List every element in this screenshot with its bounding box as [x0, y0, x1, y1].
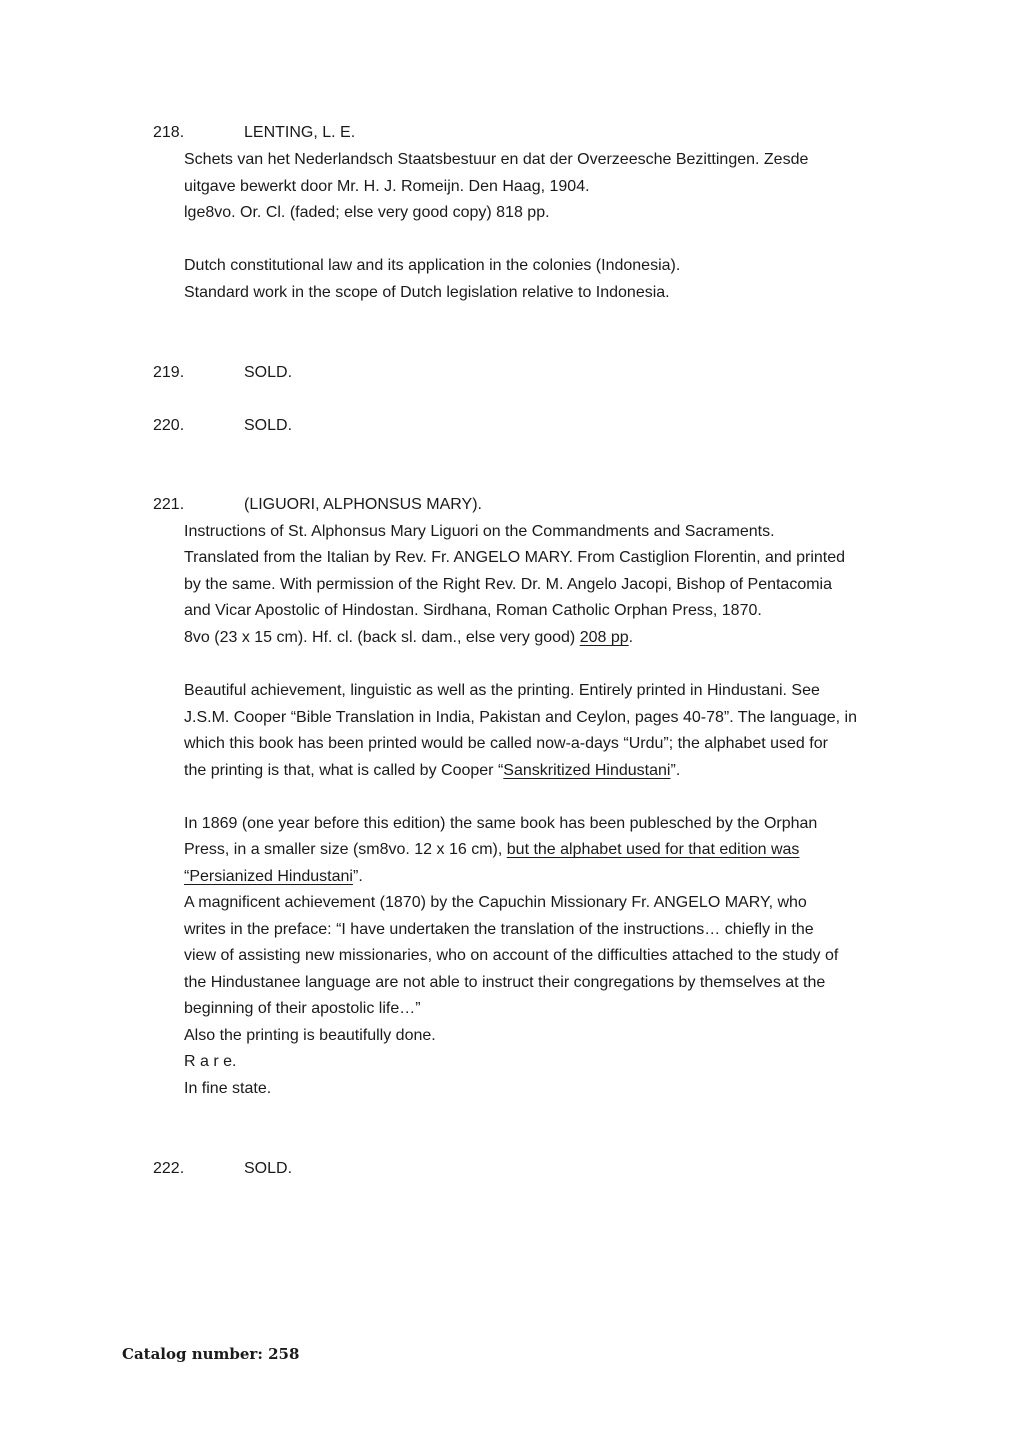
description-text: ”.: [352, 868, 363, 885]
entry-status: SOLD.: [244, 364, 293, 381]
entry-description-line: In 1869 (one year before this edition) the same book has been publesched by the Orphan: [184, 815, 818, 832]
entry-description-line: Also the printing is beautifully done.: [184, 1027, 436, 1044]
catalog-number-footer: Catalog number: 258: [122, 1345, 300, 1363]
entry-title-line: Instructions of St. Alphonsus Mary Liguori on the Commandments and Sacraments.: [184, 523, 775, 540]
format-text: 8vo (23 x 15 cm). Hf. cl. (back sl. dam., else very good): [184, 629, 580, 646]
entry-number: 222.: [153, 1160, 185, 1177]
entry-description-line: J.S.M. Cooper “Bible Translation in India, Pakistan and Ceylon, pages 40-78”. The language, in: [184, 709, 857, 726]
entry-number: 221.: [153, 496, 185, 513]
entry-number: 218.: [153, 124, 185, 141]
entry-title-line: Translated from the Italian by Rev. Fr. ANGELO MARY. From Castiglion Florentin, and printed: [184, 549, 846, 566]
entry-title-line: and Vicar Apostolic of Hindostan. Sirdhana, Roman Catholic Orphan Press, 1870.: [184, 602, 762, 619]
description-text: ”.: [670, 762, 681, 779]
entry-title-line: by the same. With permission of the Right Rev. Dr. M. Angelo Jacopi, Bishop of Pentacomia: [184, 576, 833, 593]
entry-title-line: uitgave bewerkt door Mr. H. J. Romeijn. Den Haag, 1904.: [184, 178, 590, 195]
entry-description-line: [184, 840, 799, 860]
underlined-term: Sanskritized Hindustani: [503, 762, 671, 779]
entry-description-line: beginning of their apostolic life…”: [184, 1000, 421, 1017]
underlined-term: “Persianized Hindustani: [184, 868, 353, 885]
description-text: Press, in a smaller size (sm8vo. 12 x 16 cm),: [184, 841, 507, 858]
entry-description-line: writes in the preface: “I have undertaken the translation of the instructions… chiefly in the: [184, 921, 814, 938]
page-count: 208 pp: [579, 629, 629, 646]
entry-description-line: Standard work in the scope of Dutch legislation relative to Indonesia.: [184, 284, 670, 301]
entry-description-line: the Hindustanee language are not able to instruct their congregations by themselves at the: [184, 974, 826, 991]
entry-condition-line: In fine state.: [184, 1080, 272, 1097]
entry-description-line: view of assisting new missionaries, who on account of the difficulties attached to the study of: [184, 947, 839, 964]
entry-author: (LIGUORI, ALPHONSUS MARY).: [244, 496, 482, 513]
entry-status: SOLD.: [244, 417, 293, 434]
entry-format-line: lge8vo. Or. Cl. (faded; else very good copy) 818 pp.: [184, 204, 550, 221]
entry-description-line: which this book has been printed would be called now-a-days “Urdu”; the alphabet used for: [184, 735, 828, 752]
entry-format-line: [184, 628, 633, 648]
entry-rarity-line: R a r e.: [184, 1053, 237, 1070]
entry-number: 219.: [153, 364, 185, 381]
entry-number: 220.: [153, 417, 185, 434]
entry-description-line: [184, 867, 363, 887]
format-end: .: [628, 629, 634, 646]
underlined-phrase: but the alphabet used for that edition was: [506, 841, 800, 858]
entry-title-line: Schets van het Nederlandsch Staatsbestuur en dat der Overzeesche Bezittingen. Zesde: [184, 151, 809, 168]
entry-description-line: A magnificent achievement (1870) by the Capuchin Missionary Fr. ANGELO MARY, who: [184, 894, 807, 911]
entry-description-line: Beautiful achievement, linguistic as well as the printing. Entirely printed in Hindustani. See: [184, 682, 820, 699]
description-text: the printing is that, what is called by Cooper “: [184, 762, 504, 779]
entry-author: LENTING, L. E.: [244, 124, 356, 141]
entry-status: SOLD.: [244, 1160, 293, 1177]
entry-description-line: Dutch constitutional law and its application in the colonies (Indonesia).: [184, 257, 681, 274]
entry-description-line: [184, 761, 680, 781]
